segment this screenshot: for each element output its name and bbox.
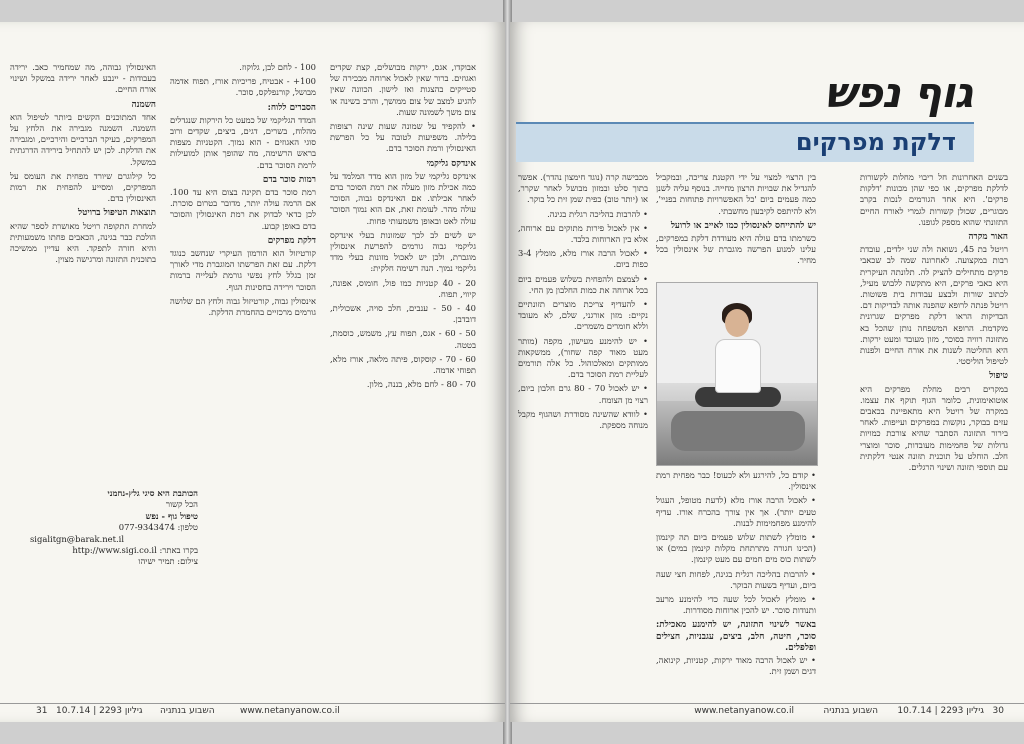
- paragraph: יש לשים לב לכך שמזונות בעלי אינדקס גליקמי גבוה גורמים להפרשת אינסולין מוגברת, ולכן יש לאכול מזונות בעלי מדד גליקמי נמוך. הנה רשימה חלקית:: [330, 229, 476, 274]
- paragraph: רויטל בת 45, נשואה ולה שני ילדים, עובדת רבות במקצועה. לאחרונה שמה לב שכאבי פרקים מתחילים להציק לה. תלונתה העיקרית היא כאבי פרקים, היא מתקשה ללבוש מעיל, לכתוב שורות ולבצע עבודות בית פשוטות. רויטל פנתה לרופא שהפנה אותה לבדיקות דם. הבדיקות הראו דלקת מפרקים שגרונית מוקדמת. הרופא המשפחה נותן שהכל בא מתזונה רוויה בסוכר, מזון מעובד ומעט ירקות. היא החליטה לשנות את אורח החיים ולפנות לטיפול הוליסטי.: [860, 244, 1008, 367]
- right-page-column-2-bottom: [656, 470, 816, 686]
- paragraph: אינדקס גליקמי של מזון הוא מדד המלמד על כמה אכילת מזון מעלה את רמת הסוכר בדם לאחר אכילתו. אם האינדקס גבוה, הסוכר עולה מהר. לעומת זאת, אם הוא נמוך הסוכר עולה לאט ובאופן משמעותי פחות.: [330, 170, 476, 226]
- subheading: דלקת מפרקים: [267, 235, 316, 246]
- paragraph: • להרבות בהליכה רגלית בגינה.: [547, 208, 648, 219]
- article-title-bar: [516, 122, 974, 162]
- right-page-number: 30: [992, 706, 1004, 716]
- right-page-column-1: [860, 172, 1008, 686]
- right-publication: השבוע בנתניה: [823, 706, 878, 716]
- paragraph: כשרמתו בדם עולה היא מעודדת דלקת במפרקים, עלינו למנוע הפרשה מוגברת של אינסולין בכל מחיר.: [656, 233, 816, 266]
- right-page-column-3: [518, 172, 648, 686]
- photo-credit: צילום: תמיר ישיהו: [138, 556, 198, 567]
- paragraph: • לאכול הרבה אורז מלא, מומלץ 3-4 כפות ביום.: [518, 248, 648, 270]
- paragraph: אינסולין גבוה, קורטיזול גבוה ולחץ הם שלושה גורמים מרכזיים בהחמרת הדלקת.: [170, 295, 316, 318]
- paragraph: אחד המתוכנים הקשים ביותר לטיפול הוא השמנה. השמנה מגבירה את הלחץ על המפרקים, בעיקר הברכיים והירכיים, ומגבירה את הדלקת. לכן יש להתחיל בירידה הדרגתית במשקל.: [10, 111, 156, 167]
- writer-org: טיפול גוף - נפש: [145, 510, 198, 521]
- article-photo-woman-meditating: [656, 282, 818, 466]
- paragraph: 50 - 60 - אגס, תפוח עץ, משמש, כוסמת, בטטה.: [330, 328, 476, 350]
- paragraph: • להרבות בהליכה רגלית בגינה, לפחות חצי שעה ביום, ועדיף בשעות הבוקר.: [656, 568, 816, 590]
- left-site: www.netanyanow.co.il: [240, 706, 340, 716]
- paragraph: בין הרצוי למצוי על ידי הקטנת צריכה, ובמקביל להגדיל את שבויות הרצון מחייה. בנוסף עליה לשנן כמה פעמים ביום 'כל האפשרויות פתוחות בפניי', ולא להיתפס לקיבעון מחשבתי.: [656, 172, 816, 216]
- paragraph: 40 - 50 - ענבים, חלב סויה, אשכולית, דובדבן.: [330, 303, 476, 325]
- right-page-column-2-top: [656, 172, 816, 276]
- subheading: הסברים ללוח:: [267, 102, 316, 113]
- site-label: בקרו באתר:: [159, 545, 198, 556]
- paragraph: • מומלץ לאכול לכל שעה כדי להימנע מרעב ותנודות סוכר. יש להכין ארוחות מסודרות.: [656, 594, 816, 616]
- subheading: יש להתייחס לאינסולין כמו לאייב או לרועל: [670, 220, 816, 231]
- paragraph: • לוודא שהשינה מסודרת ושהגוף מקבל מנוחה מספקת.: [518, 408, 648, 431]
- subheading: תוצאות הטיפול ברויטל: [78, 208, 156, 219]
- phone-label: טלפון:: [177, 522, 198, 533]
- paragraph: 60 - 70 - קוסקוס, פיתה מלאה, אורז מלא, תפוחי אדמה.: [330, 353, 476, 376]
- section-title: גוף נפש: [824, 68, 972, 117]
- paragraph: • אין לאכול פירות מתוקים עם ארוחה, אלא בין הארוחות בלבד.: [518, 222, 648, 245]
- left-page: [0, 22, 505, 722]
- left-issue: 10.7.14 | גיליון 2293: [56, 706, 143, 716]
- subheading: אינדקס גליקמי: [426, 158, 476, 169]
- email: sigalitgn@barak.net.il: [30, 533, 125, 544]
- paragraph: • להקפיד על שמונה שעות שינה רצופות בלילה. משפיעות לטובה על כל הפרשת האינסולין ורמת הסוכר בדם.: [330, 121, 476, 154]
- right-footer: [510, 703, 1024, 716]
- paragraph: המדד הגליקמי של כמעט כל הירקות שנגדלים מהלוח, בשרים, דגים, ביצים, שקדים ורוב סוגי האגוזים - הוא נמוך. הקטניות מצפות בראש הרשימה, מה שהופך אותן למועילות לרמת הסוכר בדם.: [170, 114, 316, 170]
- subheading: האור מקרה: [968, 232, 1008, 243]
- paragraph: רמת סוכר בדם תקינה בצום היא עד 100. אם הרמה עולה יותר, מדובר בטרום סוכרת. לכן כדאי לבדוק את רמת האינסולין והסוכר בדם באופן קבוע.: [170, 187, 316, 231]
- left-page-column-3: [10, 62, 156, 434]
- paragraph: • יש לאכול הרבה מאוד ירקות, קטניות, קינואה, דגים ושמן זית.: [656, 655, 816, 677]
- paragraph: אבוקדו, אגס, ירקות מבושלים, קצת שקדים ואגוזים. ברור שאין לאכול ארוחה מבכירה של סטייקים בהצגות ואז לישון. הכוונה שאין להגיע למצב של צום ממושך, והרב בשינה או צום משך לשמונה שעות.: [330, 62, 476, 117]
- paragraph: • יש להימנע מעישון, מקפה (מותר מעט מאוד קפה שחור), ממשקאות ממותקים ומאלכוהול. כל אלה תורמים לעליית רמת הסוכר בדם.: [518, 335, 648, 380]
- subheading: השמנה: [131, 99, 156, 110]
- paragraph: • מומלץ לשתות שלוש פעמים ביום תה קינמון (הכינו חגורה מתרתחת מקלות קינמון במים) או לשתות כוס מים חמים עם מעט קינמון.: [656, 532, 816, 565]
- paragraph: במקרים רבים מחלת מפרקים היא אוטואימונית, כלומר הגוף תוקף את עצמו. במקרה של רויטל היא מתאפיינת בכאבים עזים בבוקר, נוקשות במפרקים ועייפות. לאחר בירור התזונה הסתבר שהיא צורכת כמויות גדולות של פחמימות מעובדות, סוכר ומוצרי חלב. הוחלט על תוכנית תזונה אנטי דלקתית עם תוספי תזונה ושינוי הרגלים.: [860, 383, 1008, 473]
- paragraph: • לאכול הרבה אורז מלא (לדעת מטופל, העגול טעים יותר). אך אין צורך בהכרח אורז. עדיף להימנע מפחמימות לבנות.: [656, 495, 816, 528]
- paragraph: 100 - לחם לבן, גלוקוז.: [239, 62, 316, 72]
- paragraph: • להעדיף צריכת מוצרים תזונתיים נקיים: מזון אורגני, שלם, לא מעובד וללא חומרים משמרים.: [518, 299, 648, 332]
- paragraph: האינסולין גבוהה, מה שמחמיר כאב. ירידה בעבודות - יינבע לאחר ירידה במשקל ושינוי אורח החיים.: [10, 62, 156, 95]
- paragraph: כל קילוגרם שיורד מפחית את העומס על המפרקים, ומסייע להפחית את רמות האינסולין בדם.: [10, 170, 156, 204]
- paragraph: מכבישה קרה (נוגד חימצון נהדר). אפשר בתוך סלט ובמזון מבושל לאחר שקרר, או (יותר טוב) כפית שמן זית כל בוקר.: [518, 172, 648, 205]
- paragraph: 100+ - אבטיח, פריכיות אורז, תפוח אדמה מבושל, קורנפלקס, סוכר.: [170, 76, 316, 98]
- left-publication: השבוע בנתניה: [160, 706, 215, 716]
- paragraph: 70 - 80 - לחם מלא, בננה, מלון.: [366, 379, 476, 390]
- article-title: דלקת מפרקים: [795, 128, 956, 156]
- left-footer: [0, 703, 505, 716]
- paragraph: 20 - 40 קטניות כמו פול, חומוס, אפונה, קיווי, תפוח.: [330, 277, 476, 299]
- phone-number: 077-9343474: [118, 522, 175, 533]
- right-page: [510, 22, 1024, 722]
- paragraph: קורטיזול הוא הורמון העיקרי שנחשב כנוגד דלקת. עם זאת הפרשתו המוגברת מדי לאורך זמן בגלל לחץ נפשי גורמת לעלייה ברמות הסוכר וירידה בחסינות הגוף.: [170, 248, 316, 292]
- left-page-column-2: [170, 62, 316, 674]
- paragraph: • לצמצם ולהפחית בשלוש פעמים ביום בכל ארוחה את כמות החלבון מן החי.: [518, 273, 648, 295]
- right-site: www.netanyanow.co.il: [694, 706, 794, 716]
- subheading: טיפול: [989, 371, 1008, 382]
- site-url: http://www.sigi.co.il: [72, 545, 157, 556]
- subheading: באשר לשינוי התזונה, יש להימנע מאכילת: סוכר, חיטה, חלב, ביצים, עגבניות, חצילים ופלפלים.: [656, 620, 816, 653]
- paragraph: למחרת התקופה רויטל מאושרת לספר שהיא הולכת כבר בגינה, הכאבים פחתו משמעותית והיא חזרה לתפקד. היא עדיין ממשיכה בתוכנית התזונה ומרגישה מצוין.: [10, 220, 156, 265]
- left-page-number: 31: [36, 706, 48, 716]
- paragraph: • יש לאכול 70 - 80 גרם חלבון ביום, רצוי מן הצומח.: [518, 383, 648, 405]
- paragraph: בשנים האחרונות חל ריבוי מחלות לקשורות לדלקת מפרקים, או כפי שהן מכונות 'דלקות פרקים'. היא אחד הגורמים לנכות בקרב מבוגרים, שכולן קשורות לגמרי לאורח החיים התזונתי שהוא מספק לגופנו.: [860, 172, 1008, 227]
- paragraph: • קודם כל, להירגע ולא לכעוס! כבר מפחית רמת אינסולין.: [656, 470, 816, 492]
- contact-box: [30, 488, 198, 568]
- writer-name: הכותבת היא סיגי גלץ-נחמני: [107, 488, 198, 498]
- writer-role: הכל קשור: [165, 499, 198, 510]
- subheading: רמות סוכר בדם: [262, 174, 316, 185]
- left-page-column-1: [330, 62, 476, 674]
- right-issue: 10.7.14 | גיליון 2293: [897, 706, 984, 716]
